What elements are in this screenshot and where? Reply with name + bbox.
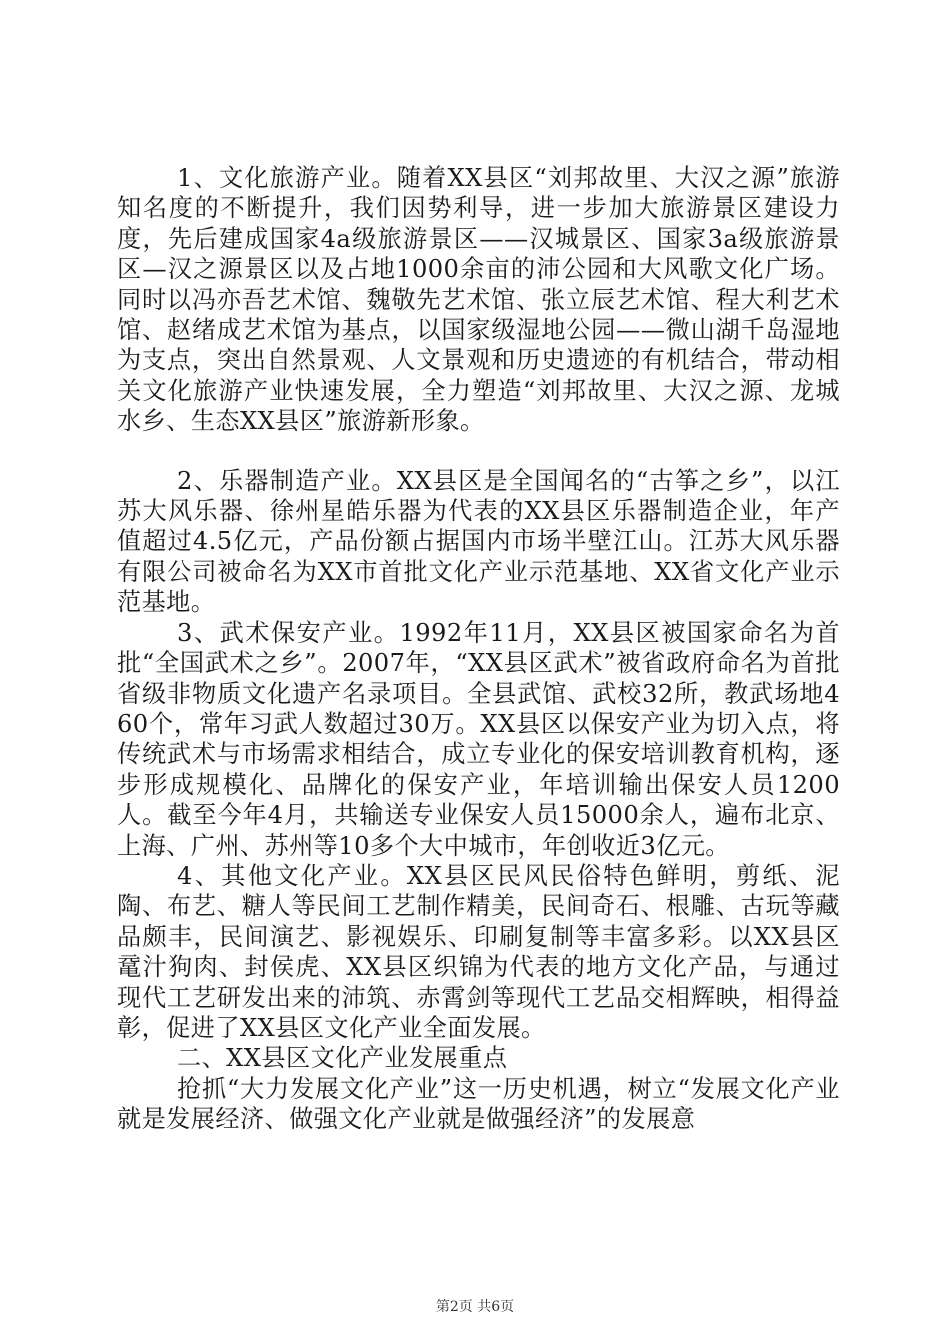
paragraph-other-cultural-industries: 4、其他文化产业。XX县区民风民俗特色鲜明，剪纸、泥陶、布艺、糖人等民间工艺制作精美，民间奇石、根雕、古玩等藏品颇丰，民间演艺、影视娱乐、印刷复制等丰富多彩。以XX县区鼋汁狗肉、封侯虎、XX县区织锦为代表的地方文化产品，与通过现代工艺研发出来的沛筑、赤霄剑等现代工艺品交相辉映，相得益彰，促进了XX县区文化产业全面发展。 <box>117 861 840 1042</box>
paragraph-instrument-manufacturing: 2、乐器制造产业。XX县区是全国闻名的“古筝之乡”，以江苏大风乐器、徐州星皓乐器为代表的XX县区乐器制造企业，年产值超过4.5亿元，产品份额占据国内市场半壁江山。江苏大风乐器有限公司被命名为XX市首批文化产业示范基地、XX省文化产业示范基地。 <box>117 466 840 617</box>
document-body <box>117 163 840 1135</box>
section-heading-development-focus: 二、XX县区文化产业发展重点 <box>177 1044 508 1073</box>
paragraph-martial-arts-security: 3、武术保安产业。1992年11月，XX县区被国家命名为首批“全国武术之乡”。2007年，“XX县区武术”被省政府命名为首批省级非物质文化遗产名录项目。全县武馆、武校32所，教武场地460个，常年习武人数超过30万。XX县区以保安产业为切入点，将传统武术与市场需求相结合，成立专业化的保安培训教育机构，逐步形成规模化、品牌化的保安产业，年培训输出保安人员1200人。截至今年4月，共输送专业保安人员15000余人，遍布北京、上海、广州、苏州等10多个大中城市，年创收近3亿元。 <box>117 618 840 860</box>
paragraph-cultural-tourism: 1、文化旅游产业。随着XX县区“刘邦故里、大汉之源”旅游知名度的不断提升，我们因势利导，进一步加大旅游景区建设力度，先后建成国家4a级旅游景区——汉城景区、国家3a级旅游景区—汉之源景区以及占地1000余亩的沛公园和大风歌文化广场。同时以冯亦吾艺术馆、魏敬先艺术馆、张立辰艺术馆、程大利艺术馆、赵绪成艺术馆为基点，以国家级湿地公园——微山湖千岛湿地为支点，突出自然景观、人文景观和历史遗迹的有机结合，带动相关文化旅游产业快速发展，全力塑造“刘邦故里、大汉之源、龙城水乡、生态XX县区”旅游新形象。 <box>117 164 840 436</box>
paragraph-development-focus-intro: 抢抓“大力发展文化产业”这一历史机遇，树立“发展文化产业就是发展经济、做强文化产业就是做强经济”的发展意 <box>117 1074 840 1134</box>
page-footer: 第2页 共6页 <box>435 1299 515 1315</box>
